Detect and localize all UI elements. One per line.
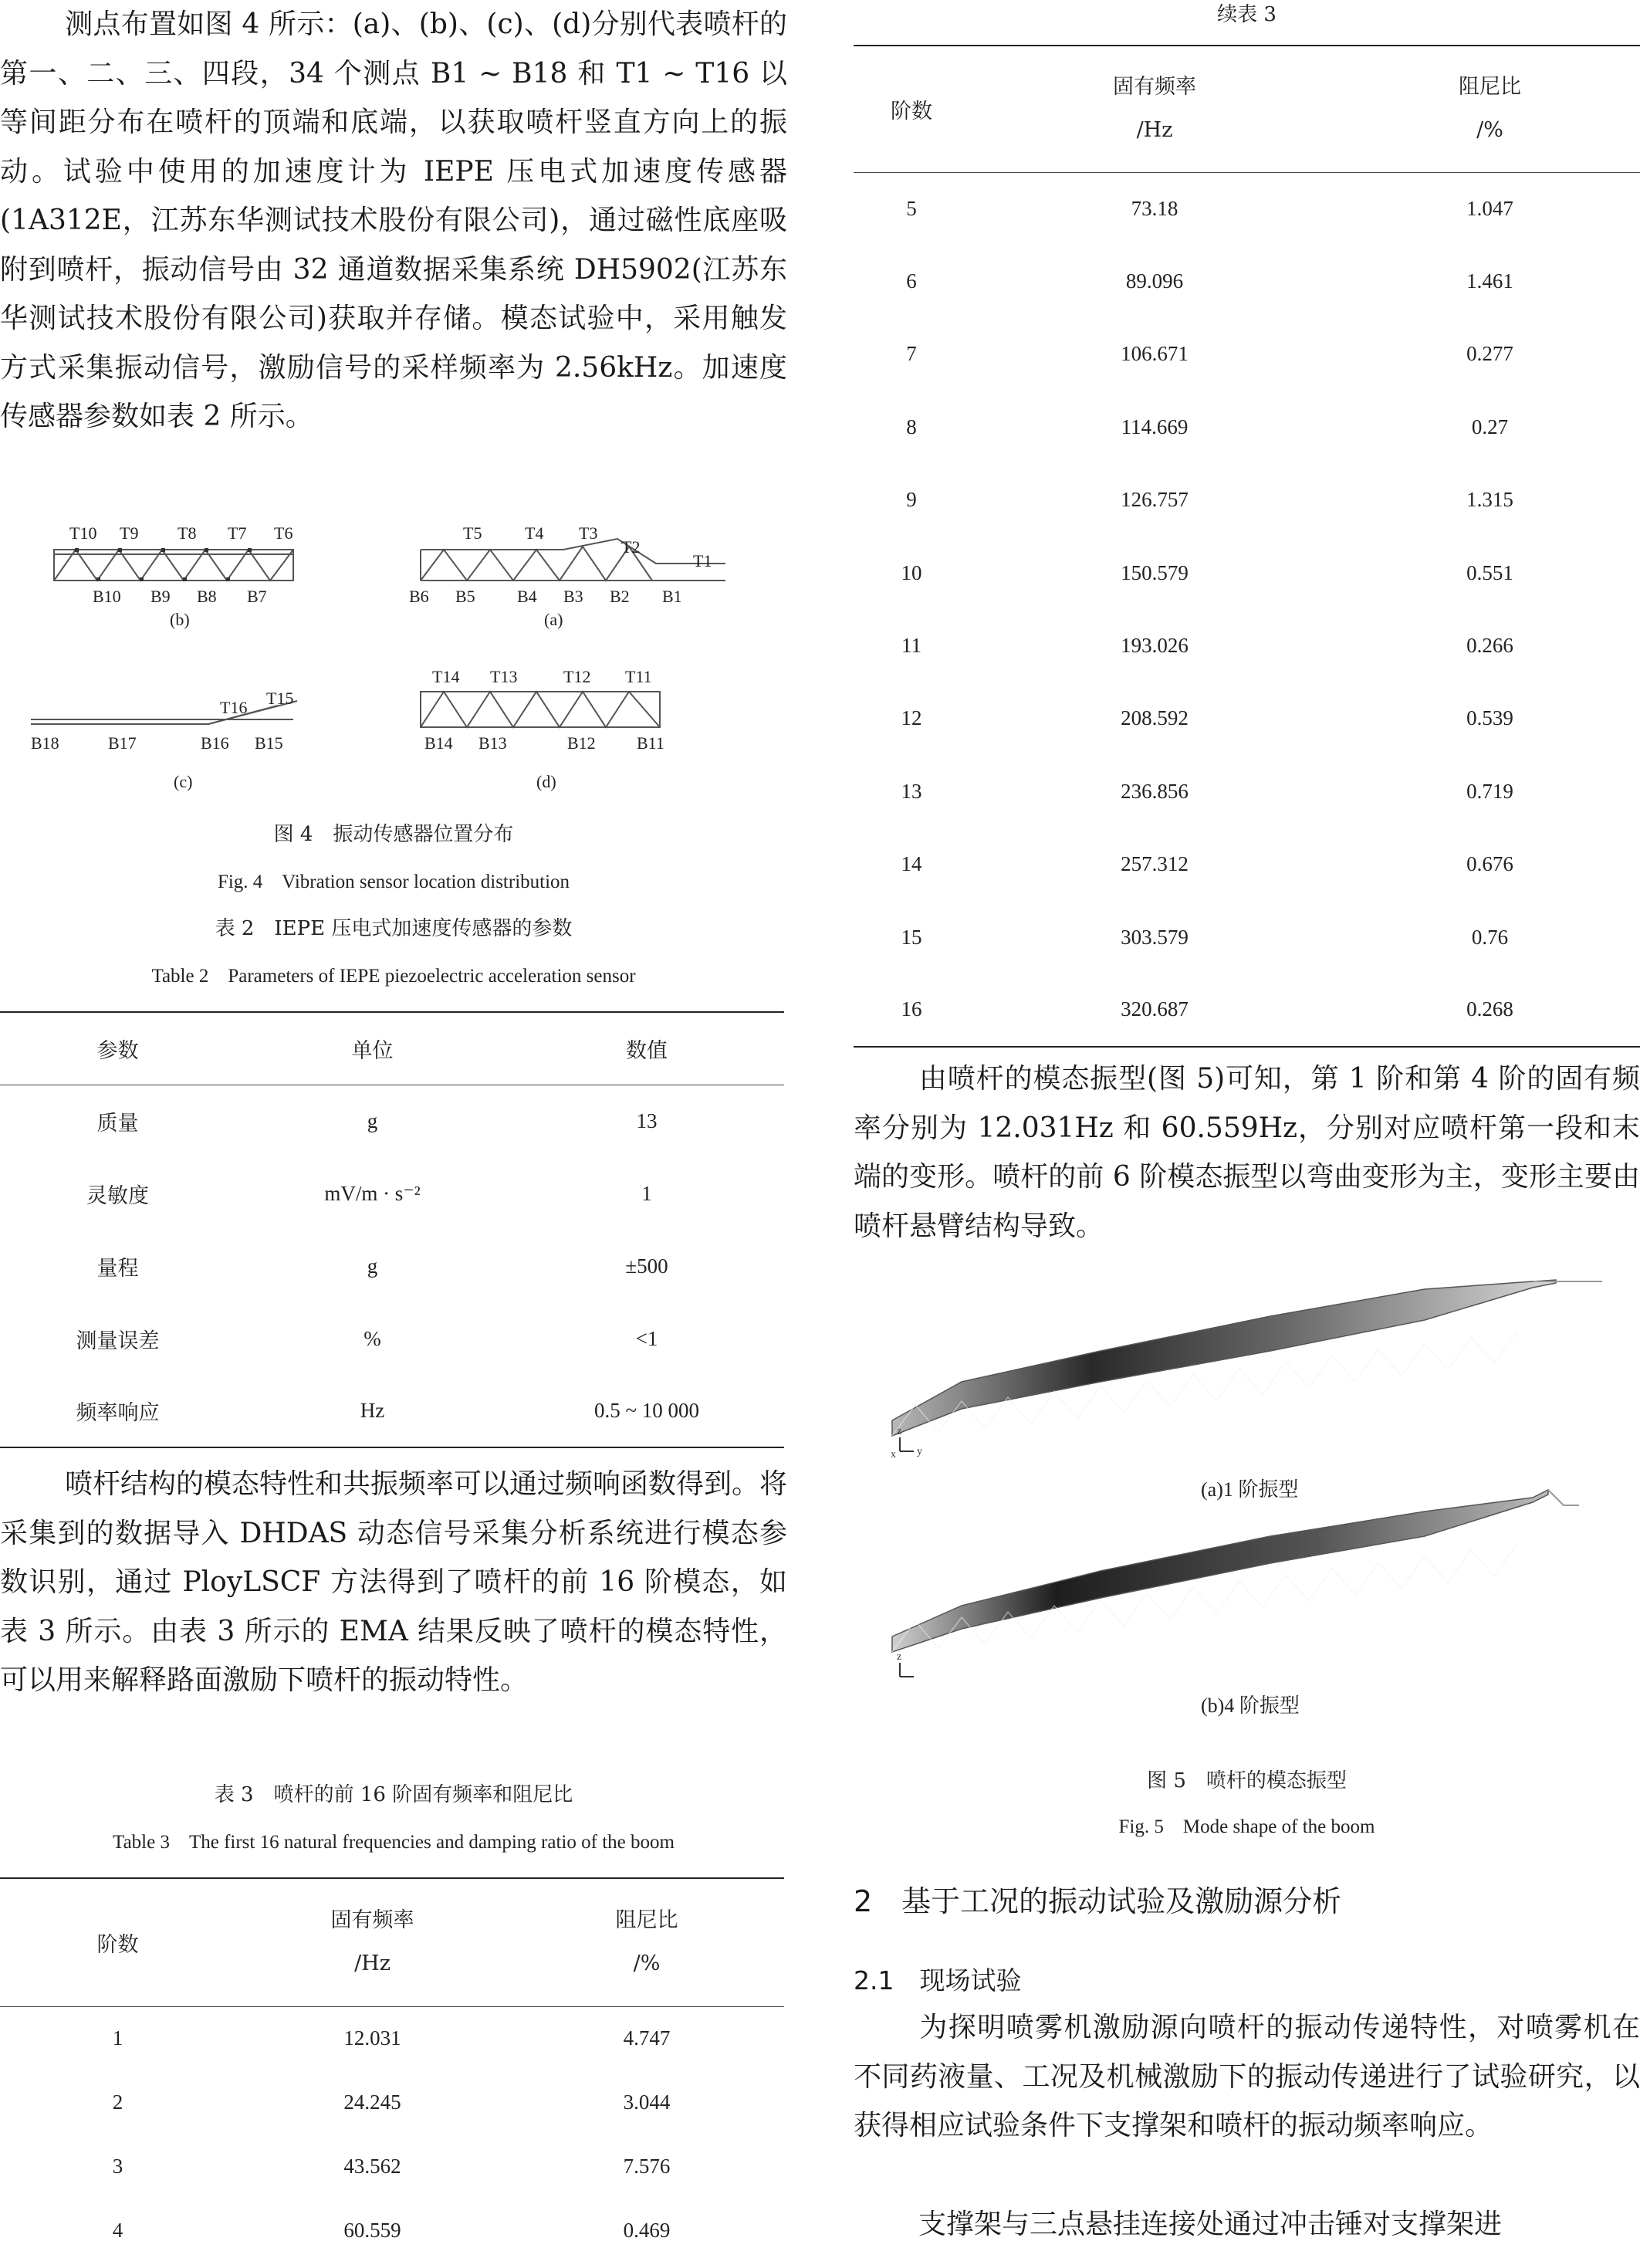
- fig4c-top-1: T16: [220, 698, 248, 717]
- table3c-cell: 0.551: [1466, 560, 1513, 584]
- table3c-cell: 1.047: [1466, 196, 1513, 220]
- table3c-cell: 114.669: [1121, 415, 1189, 438]
- fig5b-axis-z: z: [897, 1651, 902, 1663]
- fig4d-bottom-3: B12: [567, 733, 596, 753]
- fig4d-sub: (d): [536, 772, 556, 791]
- table3-cell: 4: [112, 2219, 123, 2242]
- table3-cell: 1: [112, 2026, 123, 2050]
- table3c-cell: 8: [906, 415, 917, 438]
- fig5a-axis-y: y: [917, 1446, 922, 1457]
- fig4d-bottom-1: B14: [424, 733, 453, 753]
- table3c-cell: 0.268: [1466, 997, 1513, 1021]
- fig4d-top-4: T11: [625, 667, 652, 686]
- table2-cell: ±500: [625, 1254, 668, 1278]
- table2-cell: g: [367, 1254, 378, 1278]
- table2-header-value: 数值: [626, 1038, 668, 1063]
- table3c-cell: 1.461: [1466, 269, 1513, 293]
- fig4a-top-2: T4: [525, 523, 544, 543]
- fig4a-top-1: T5: [463, 523, 482, 543]
- table-3-continued: [854, 45, 1640, 1048]
- fig4c-bottom-3: B16: [201, 733, 229, 753]
- table3c-cell: 10: [901, 560, 922, 584]
- table3-cell: 3.044: [623, 2090, 671, 2114]
- fig5-caption-cn: 图 5 喷杆的模态振型: [1147, 1769, 1347, 1792]
- table3-cell: 43.562: [343, 2155, 401, 2178]
- fig4a-bottom-4: B3: [563, 587, 583, 606]
- table3c-cell: 15: [901, 925, 922, 949]
- fig4c-bottom-2: B17: [108, 733, 137, 753]
- table2-cell: %: [364, 1326, 381, 1350]
- table3-cell: 60.559: [343, 2219, 401, 2242]
- fig4c-top-2: T15: [266, 689, 294, 708]
- fig4c-sub: (c): [174, 772, 193, 791]
- fig4d-top-2: T13: [490, 667, 518, 686]
- fig4b-top-4: T7: [228, 523, 247, 543]
- paragraph-impact-test: 支撑架与三点悬挂连接处通过冲击锤对支撑架进: [918, 2209, 1503, 2240]
- table2-title-cn: 表 2 IEPE 压电式加速度传感器的参数: [215, 917, 573, 940]
- table3c-cell: 7: [906, 342, 917, 366]
- fig4b-top-2: T9: [120, 523, 139, 543]
- table3c-cell: 126.757: [1121, 488, 1189, 512]
- table3c-cell: 0.676: [1466, 852, 1513, 876]
- table3c-header-damping: 阻尼比 /%: [1459, 75, 1521, 143]
- table3c-cell: 11: [901, 634, 921, 658]
- table3-cell: 4.747: [623, 2026, 671, 2050]
- table2-cell: 灵敏度: [86, 1183, 149, 1207]
- table3c-header-order: 阶数: [891, 99, 932, 124]
- fig4a-top-3: T3: [579, 523, 598, 543]
- table2-cell: Hz: [360, 1399, 385, 1422]
- fig4d-top-3: T12: [563, 667, 591, 686]
- table3c-cell: 257.312: [1121, 852, 1189, 876]
- table3c-cell: 9: [906, 488, 917, 512]
- fig4a-top-4: T2: [621, 537, 641, 557]
- figure-4-sensor-diagram: [31, 516, 725, 809]
- fig4b-bottom-4: B7: [247, 587, 267, 606]
- fig4b-sub: (b): [170, 610, 190, 629]
- table3c-cell: 14: [901, 852, 922, 876]
- table3-title-cn: 表 3 喷杆的前 16 阶固有频率和阻尼比: [214, 1783, 573, 1806]
- table3-header-order: 阶数: [96, 1932, 139, 1957]
- figure-5-mode-shapes: [869, 1266, 1640, 1729]
- table2-cell: 频率响应: [76, 1401, 160, 1424]
- fig5-caption-en: Fig. 5 Mode shape of the boom: [1118, 1816, 1375, 1837]
- table2-cell: <1: [635, 1326, 658, 1350]
- fig4a-bottom-3: B4: [517, 587, 537, 606]
- table3c-cell: 236.856: [1121, 779, 1189, 803]
- fig4a-bottom-2: B5: [455, 587, 475, 606]
- table2-header-unit: 单位: [351, 1038, 394, 1063]
- table3c-header-freq: 固有频率 /Hz: [1113, 75, 1196, 143]
- fig4a-sub: (a): [544, 610, 563, 629]
- fig4b-bottom-2: B9: [150, 587, 171, 606]
- table3c-cell: 5: [906, 196, 917, 220]
- table3-continued-title: 续表 3: [1217, 3, 1276, 26]
- fig4d-top-1: T14: [432, 667, 460, 686]
- fig4b-top-3: T8: [178, 523, 197, 543]
- fig4d-bottom-2: B13: [478, 733, 507, 753]
- subsection-heading-2-1: 2.1 现场试验: [854, 1965, 1022, 1996]
- table3-cell: 2: [112, 2090, 123, 2114]
- table3c-cell: 16: [901, 997, 922, 1021]
- table3c-cell: 150.579: [1121, 560, 1189, 584]
- table3c-cell: 208.592: [1121, 706, 1189, 730]
- fig4a-top-5: T1: [693, 551, 712, 570]
- table3-cell: 24.245: [343, 2090, 401, 2114]
- table3c-cell: 1.315: [1466, 488, 1513, 512]
- table3c-cell: 193.026: [1121, 634, 1189, 658]
- table2-cell: 0.5 ~ 10 000: [593, 1399, 700, 1422]
- table3c-cell: 0.539: [1466, 706, 1513, 730]
- table2-header-param: 参数: [96, 1038, 139, 1063]
- section-heading-2: 2 基于工况的振动试验及激励源分析: [854, 1884, 1342, 1918]
- table3-cell: 0.469: [623, 2219, 671, 2242]
- table2-cell: 测量误差: [76, 1329, 160, 1352]
- table3c-cell: 0.719: [1466, 779, 1513, 803]
- fig4a-bottom-6: B1: [662, 587, 682, 606]
- fig5a-axis-z: z: [897, 1426, 902, 1437]
- fig4c-bottom-4: B15: [255, 733, 283, 753]
- table2-cell: mV/m · s⁻²: [324, 1181, 421, 1205]
- table2-cell: 量程: [96, 1256, 139, 1280]
- paragraph-modal-analysis: 喷杆结构的模态特性和共振频率可以通过频响函数得到。将采集到的数据导入 DHDAS 动态信号采集分析系统进行模态参数识别，通过 PloyLSCF 方法得到了喷杆的前 16 阶模态，如表 3 所示。由表 3 所示的 EMA 结果反映了喷杆的模态特性，可以用来解释路面激励下喷杆的振动特性。: [0, 1468, 788, 1696]
- paragraph-field-test: 为探明喷雾机激励源向喷杆的振动传递特性，对喷雾机在不同药液量、工况及机械激励下的振动传递进行了试验研究，以获得相应试验条件下支撑架和喷杆的振动频率响应。: [854, 2012, 1640, 2141]
- table2-cell: 13: [636, 1109, 658, 1132]
- table3-header-freq: 固有频率 /Hz: [330, 1908, 414, 1976]
- table3-cell: 7.576: [623, 2155, 671, 2178]
- fig4a-bottom-5: B2: [610, 587, 630, 606]
- table3-cell: 3: [112, 2155, 123, 2178]
- table3c-cell: 89.096: [1125, 269, 1184, 293]
- table3c-cell: 320.687: [1121, 997, 1189, 1021]
- fig5a-axis-x: x: [891, 1449, 896, 1461]
- table3-cell: 12.031: [343, 2026, 401, 2050]
- fig5-sub-b: (b)4 阶振型: [1201, 1694, 1300, 1717]
- table3c-cell: 0.266: [1466, 634, 1513, 658]
- paragraph-mode-shape: 由喷杆的模态振型(图 5)可知，第 1 阶和第 4 阶的固有频率分别为 12.031Hz 和 60.559Hz，分别对应喷杆第一段和末端的变形。喷杆的前 6 阶模态振型以弯曲变形为主，变形主要由喷杆悬臂结构导致。: [854, 1063, 1640, 1242]
- table3c-cell: 12: [901, 706, 922, 730]
- fig4d-bottom-4: B11: [637, 733, 664, 753]
- table3c-cell: 73.18: [1131, 196, 1178, 220]
- table3c-cell: 303.579: [1121, 925, 1189, 949]
- table2-cell: g: [367, 1109, 378, 1132]
- table3-title-en: Table 3 The first 16 natural frequencies and damping ratio of the boom: [113, 1832, 675, 1853]
- table3c-cell: 106.671: [1121, 342, 1189, 366]
- table-3: [0, 1877, 784, 2263]
- fig4b-bottom-1: B10: [93, 587, 121, 606]
- fig4b-top-5: T6: [274, 523, 293, 543]
- table3c-cell: 6: [906, 269, 917, 293]
- table3c-cell: 0.277: [1466, 342, 1513, 366]
- fig4-caption-cn: 图 4 振动传感器位置分布: [273, 823, 514, 846]
- table3c-cell: 0.76: [1471, 925, 1509, 949]
- fig5-sub-a: (a)1 阶振型: [1201, 1478, 1299, 1501]
- fig4a-bottom-1: B6: [409, 587, 429, 606]
- table3c-cell: 13: [901, 779, 922, 803]
- table2-title-en: Table 2 Parameters of IEPE piezoelectric acceleration sensor: [151, 966, 636, 987]
- fig4-caption-en: Fig. 4 Vibration sensor location distribution: [217, 872, 570, 892]
- fig4c-bottom-1: B18: [31, 733, 59, 753]
- fig4b-top-1: T10: [69, 523, 97, 543]
- paragraph-sensor-layout: 测点布置如图 4 所示：(a)、(b)、(c)、(d)分别代表喷杆的第一、二、三、四段，34 个测点 B1 ~ B18 和 T1 ~ T16 以等间距分布在喷杆的顶端和底端，以获取喷杆竖直方向上的振动。试验中使用的加速度计为 IEPE 压电式加速度传感器(1A312E，江苏东华测试技术股份有限公司)，通过磁性底座吸附到喷杆，振动信号由 32 通道数据采集系统 DH5902(江苏东华测试技术股份有限公司)获取并存储。模态试验中，采用触发方式采集振动信号，激励信号的采样频率为 2.56kHz。加速度传感器参数如表 2 所示。: [0, 8, 787, 432]
- table2-cell: 质量: [96, 1111, 139, 1135]
- table2-cell: 1: [641, 1181, 652, 1205]
- table-2: [0, 1011, 784, 1448]
- table3-header-damping: 阻尼比 /%: [615, 1908, 678, 1976]
- table3c-cell: 0.27: [1471, 415, 1509, 438]
- fig4b-bottom-3: B8: [197, 587, 217, 606]
